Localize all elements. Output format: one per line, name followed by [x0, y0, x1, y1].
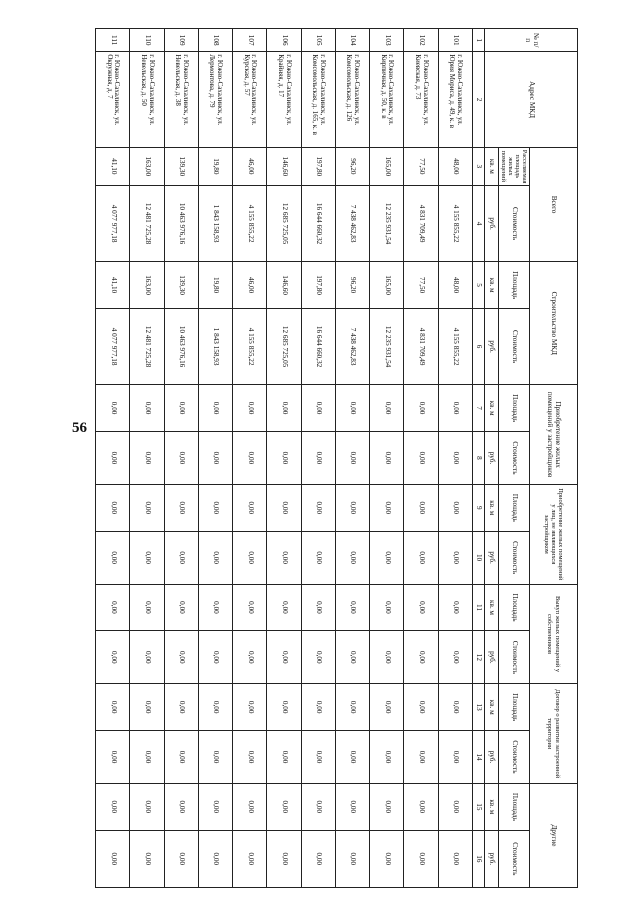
value-cell: 0,00 — [198, 730, 232, 783]
column-number: 6 — [472, 308, 484, 384]
unit-sqm: кв. м — [484, 684, 498, 731]
value-cell: 96,20 — [335, 147, 369, 185]
value-cell: 0,00 — [198, 784, 232, 831]
value-cell: 0,00 — [370, 385, 404, 432]
value-cell: 0,00 — [267, 631, 301, 684]
value-cell: 0,00 — [267, 784, 301, 831]
row-number-cell: 101 — [438, 29, 472, 52]
value-cell: 16 644 660,32 — [301, 308, 335, 384]
value-cell: 0,00 — [404, 730, 438, 783]
value-cell: 0,00 — [130, 531, 164, 584]
header-total: Всего — [530, 147, 578, 262]
value-cell: 0,00 — [130, 431, 164, 484]
value-cell: 0,00 — [370, 784, 404, 831]
value-cell: 41,10 — [96, 147, 130, 185]
header-acquisition-other: Приобретение жилых помещений у лиц, не являющихся застройщиком — [530, 484, 578, 584]
address-cell: г. Южно-Сахалинск, ул. Кирпичная, д. 50, к. в — [370, 52, 404, 147]
value-cell: 0,00 — [96, 385, 130, 432]
header-area: Площадь — [498, 262, 529, 309]
row-number-cell: 102 — [404, 29, 438, 52]
value-cell: 46,00 — [233, 262, 267, 309]
header-cost: Стоимость — [498, 431, 529, 484]
value-cell: 16 644 660,32 — [301, 185, 335, 261]
value-cell: 1 843 158,93 — [198, 185, 232, 261]
value-cell: 0,00 — [233, 531, 267, 584]
address-cell: г. Южно-Сахалинск, ул. Крайняя, д. 17 — [267, 52, 301, 147]
address-cell: г. Южно-Сахалинск, ул. Комсомольская, д. 165, к. в — [301, 52, 335, 147]
table-row — [233, 29, 267, 888]
table-sheet — [95, 28, 578, 888]
row-number-cell: 106 — [267, 29, 301, 52]
value-cell: 0,00 — [335, 484, 369, 531]
value-cell: 0,00 — [301, 385, 335, 432]
value-cell: 0,00 — [404, 531, 438, 584]
unit-sqm: кв. м — [484, 484, 498, 531]
value-cell: 0,00 — [164, 830, 198, 887]
value-cell: 0,00 — [335, 584, 369, 631]
value-cell: 4 831 709,49 — [404, 308, 438, 384]
value-cell: 7 438 462,83 — [335, 308, 369, 384]
header-cost: Стоимость — [498, 185, 529, 261]
value-cell: 0,00 — [438, 484, 472, 531]
value-cell: 4 077 977,18 — [96, 185, 130, 261]
value-cell: 165,00 — [370, 262, 404, 309]
value-cell: 146,60 — [267, 262, 301, 309]
table-row — [164, 29, 198, 888]
value-cell: 0,00 — [335, 631, 369, 684]
value-cell: 0,00 — [130, 584, 164, 631]
row-number-cell: 111 — [96, 29, 130, 52]
header-area: Площадь — [498, 484, 529, 531]
value-cell: 0,00 — [96, 431, 130, 484]
value-cell: 12 235 931,54 — [370, 185, 404, 261]
value-cell: 0,00 — [130, 730, 164, 783]
value-cell: 0,00 — [267, 584, 301, 631]
value-cell: 0,00 — [130, 385, 164, 432]
value-cell: 0,00 — [438, 431, 472, 484]
column-number: 5 — [472, 262, 484, 309]
column-number-row — [472, 29, 484, 888]
value-cell: 0,00 — [96, 631, 130, 684]
value-cell: 0,00 — [370, 684, 404, 731]
header-cost: Стоимость — [498, 308, 529, 384]
column-number: 9 — [472, 484, 484, 531]
value-cell: 0,00 — [267, 830, 301, 887]
column-number: 4 — [472, 185, 484, 261]
value-cell: 0,00 — [404, 385, 438, 432]
value-cell: 0,00 — [267, 484, 301, 531]
table-row — [198, 29, 232, 888]
value-cell: 46,00 — [233, 147, 267, 185]
column-number: 10 — [472, 531, 484, 584]
header-area-resettled: Расселяемая площадь жилых помещений — [498, 147, 529, 185]
table-row — [267, 29, 301, 888]
value-cell: 0,00 — [198, 684, 232, 731]
value-cell: 0,00 — [233, 484, 267, 531]
value-cell: 0,00 — [96, 830, 130, 887]
value-cell: 0,00 — [335, 385, 369, 432]
value-cell: 4 831 709,49 — [404, 185, 438, 261]
header-area: Площадь — [498, 784, 529, 831]
address-cell: г. Южно-Сахалинск, ул. Невельская, д. 50 — [130, 52, 164, 147]
value-cell: 0,00 — [370, 531, 404, 584]
value-cell: 0,00 — [438, 631, 472, 684]
value-cell: 0,00 — [233, 784, 267, 831]
value-cell: 19,80 — [198, 262, 232, 309]
value-cell: 0,00 — [130, 784, 164, 831]
value-cell: 0,00 — [301, 431, 335, 484]
value-cell: 0,00 — [335, 684, 369, 731]
rotated-table-wrapper — [95, 28, 578, 876]
address-cell: г. Южно-Сахалинск, ул. Невельская, д. 38 — [164, 52, 198, 147]
unit-sqm: кв. м — [484, 147, 498, 185]
value-cell: 4 155 855,22 — [438, 185, 472, 261]
value-cell: 0,00 — [233, 431, 267, 484]
value-cell: 12 235 931,54 — [370, 308, 404, 384]
value-cell: 0,00 — [404, 784, 438, 831]
value-cell: 146,60 — [267, 147, 301, 185]
row-number-cell: 104 — [335, 29, 369, 52]
table-row — [130, 29, 164, 888]
value-cell: 10 463 976,16 — [164, 185, 198, 261]
table-row — [301, 29, 335, 888]
row-number-cell: 107 — [233, 29, 267, 52]
value-cell: 0,00 — [267, 684, 301, 731]
value-cell: 0,00 — [164, 584, 198, 631]
value-cell: 0,00 — [164, 531, 198, 584]
column-number: 11 — [472, 584, 484, 631]
value-cell: 0,00 — [233, 730, 267, 783]
column-number: 16 — [472, 830, 484, 887]
value-cell: 96,20 — [335, 262, 369, 309]
value-cell: 0,00 — [404, 631, 438, 684]
value-cell: 139,30 — [164, 147, 198, 185]
value-cell: 139,30 — [164, 262, 198, 309]
value-cell: 10 463 976,16 — [164, 308, 198, 384]
value-cell: 0,00 — [404, 584, 438, 631]
header-area: Площадь — [498, 684, 529, 731]
row-number-cell: 110 — [130, 29, 164, 52]
value-cell: 0,00 — [164, 385, 198, 432]
value-cell: 0,00 — [96, 484, 130, 531]
value-cell: 0,00 — [233, 584, 267, 631]
value-cell: 0,00 — [233, 684, 267, 731]
value-cell: 48,00 — [438, 147, 472, 185]
page-number: 56 — [72, 420, 87, 436]
value-cell: 0,00 — [301, 730, 335, 783]
value-cell: 0,00 — [301, 684, 335, 731]
value-cell: 0,00 — [404, 684, 438, 731]
value-cell: 0,00 — [164, 631, 198, 684]
value-cell: 0,00 — [130, 684, 164, 731]
value-cell: 163,00 — [130, 262, 164, 309]
value-cell: 0,00 — [301, 584, 335, 631]
value-cell: 4 077 977,18 — [96, 308, 130, 384]
column-number: 15 — [472, 784, 484, 831]
address-cell: г. Южно-Сахалинск, ул. Окружная, д. 7 — [96, 52, 130, 147]
value-cell: 0,00 — [198, 484, 232, 531]
header-acquisition-developer: Приобретение жилых помещений у застройщиков — [530, 385, 578, 485]
row-number-cell: 108 — [198, 29, 232, 52]
value-cell: 0,00 — [96, 684, 130, 731]
value-cell: 0,00 — [335, 830, 369, 887]
column-number: 3 — [472, 147, 484, 185]
unit-rub: руб. — [484, 830, 498, 887]
value-cell: 0,00 — [404, 431, 438, 484]
value-cell: 165,00 — [370, 147, 404, 185]
value-cell: 0,00 — [301, 484, 335, 531]
value-cell: 0,00 — [130, 631, 164, 684]
table-row — [370, 29, 404, 888]
value-cell: 0,00 — [370, 431, 404, 484]
table-row — [335, 29, 369, 888]
value-cell: 0,00 — [267, 385, 301, 432]
value-cell: 163,00 — [130, 147, 164, 185]
column-number: 13 — [472, 684, 484, 731]
value-cell: 7 438 462,83 — [335, 185, 369, 261]
value-cell: 0,00 — [198, 431, 232, 484]
value-cell: 0,00 — [301, 531, 335, 584]
table-row — [438, 29, 472, 888]
value-cell: 4 155 855,22 — [233, 308, 267, 384]
value-cell: 4 155 855,22 — [233, 185, 267, 261]
column-number: 8 — [472, 431, 484, 484]
value-cell: 12 685 725,05 — [267, 185, 301, 261]
unit-rub: руб. — [484, 431, 498, 484]
value-cell: 197,80 — [301, 147, 335, 185]
value-cell: 41,10 — [96, 262, 130, 309]
unit-rub: руб. — [484, 308, 498, 384]
value-cell: 0,00 — [301, 784, 335, 831]
address-cell: г. Южно-Сахалинск, ул. Курская, д. 57 — [233, 52, 267, 147]
unit-sqm: кв. м — [484, 584, 498, 631]
header-no: № п/п — [484, 29, 577, 52]
table-row — [404, 29, 438, 888]
unit-rub: руб. — [484, 730, 498, 783]
value-cell: 0,00 — [233, 830, 267, 887]
value-cell: 12 481 725,28 — [130, 185, 164, 261]
value-cell: 0,00 — [198, 584, 232, 631]
value-cell: 0,00 — [164, 784, 198, 831]
value-cell: 0,00 — [301, 830, 335, 887]
address-cell: г. Южно-Сахалинск, ул. Киевская, д. 73 — [404, 52, 438, 147]
header-construction: Строительство МКД — [530, 262, 578, 385]
value-cell: 0,00 — [438, 385, 472, 432]
header-cost: Стоимость — [498, 830, 529, 887]
address-cell: г. Южно-Сахалинск, ул. Лермонтова, д. 79 — [198, 52, 232, 147]
value-cell: 0,00 — [130, 484, 164, 531]
value-cell: 12 685 725,05 — [267, 308, 301, 384]
value-cell: 0,00 — [438, 784, 472, 831]
value-cell: 0,00 — [301, 631, 335, 684]
header-area: Площадь — [498, 385, 529, 432]
value-cell: 12 481 725,28 — [130, 308, 164, 384]
value-cell: 0,00 — [96, 584, 130, 631]
value-cell: 0,00 — [164, 431, 198, 484]
value-cell: 1 843 158,93 — [198, 308, 232, 384]
value-cell: 0,00 — [164, 484, 198, 531]
value-cell: 77,50 — [404, 262, 438, 309]
resettlement-table — [95, 28, 578, 888]
row-number-cell: 105 — [301, 29, 335, 52]
value-cell: 4 155 855,22 — [438, 308, 472, 384]
unit-sqm: кв. м — [484, 784, 498, 831]
header-cost: Стоимость — [498, 631, 529, 684]
value-cell: 48,00 — [438, 262, 472, 309]
row-number-cell: 109 — [164, 29, 198, 52]
value-cell: 0,00 — [233, 385, 267, 432]
header-buyout: Выкуп жилых помещений у собственников — [530, 584, 578, 684]
value-cell: 0,00 — [370, 730, 404, 783]
address-cell: г. Южно-Сахалинск, ул. Юрия Мориса, д. 49, к. в — [438, 52, 472, 147]
value-cell: 0,00 — [130, 830, 164, 887]
table-row — [96, 29, 130, 888]
value-cell: 0,00 — [164, 684, 198, 731]
value-cell: 0,00 — [438, 531, 472, 584]
unit-rub: руб. — [484, 185, 498, 261]
header-other: Другие — [530, 784, 578, 888]
value-cell: 0,00 — [370, 584, 404, 631]
value-cell: 0,00 — [198, 531, 232, 584]
value-cell: 0,00 — [198, 385, 232, 432]
column-number: 12 — [472, 631, 484, 684]
value-cell: 0,00 — [370, 830, 404, 887]
column-number: 14 — [472, 730, 484, 783]
header-cost: Стоимость — [498, 730, 529, 783]
column-number: 1 — [472, 29, 484, 52]
value-cell: 0,00 — [438, 830, 472, 887]
table-body — [96, 29, 485, 888]
value-cell: 0,00 — [267, 431, 301, 484]
value-cell: 19,80 — [198, 147, 232, 185]
unit-sqm: кв. м — [484, 262, 498, 309]
column-number: 2 — [472, 52, 484, 147]
value-cell: 0,00 — [370, 631, 404, 684]
value-cell: 0,00 — [96, 531, 130, 584]
value-cell: 0,00 — [198, 830, 232, 887]
value-cell: 0,00 — [335, 730, 369, 783]
row-number-cell: 103 — [370, 29, 404, 52]
header-area: Площадь — [498, 584, 529, 631]
value-cell: 0,00 — [267, 730, 301, 783]
value-cell: 0,00 — [267, 531, 301, 584]
value-cell: 0,00 — [335, 531, 369, 584]
value-cell: 0,00 — [335, 431, 369, 484]
value-cell: 0,00 — [404, 830, 438, 887]
value-cell: 0,00 — [404, 484, 438, 531]
value-cell: 0,00 — [164, 730, 198, 783]
value-cell: 0,00 — [233, 631, 267, 684]
header-cost: Стоимость — [498, 531, 529, 584]
value-cell: 0,00 — [370, 484, 404, 531]
value-cell: 0,00 — [96, 784, 130, 831]
value-cell: 0,00 — [96, 730, 130, 783]
header-development: Договор о развитии застроенной территории — [530, 684, 578, 784]
address-cell: г. Южно-Сахалинск, ул. Комсомольская, д. 126 — [335, 52, 369, 147]
value-cell: 0,00 — [198, 631, 232, 684]
header-address: Адрес МКД — [484, 52, 577, 147]
value-cell: 197,80 — [301, 262, 335, 309]
value-cell: 0,00 — [438, 730, 472, 783]
unit-rub: руб. — [484, 531, 498, 584]
unit-sqm: кв. м — [484, 385, 498, 432]
value-cell: 0,00 — [438, 584, 472, 631]
unit-rub: руб. — [484, 631, 498, 684]
value-cell: 0,00 — [438, 684, 472, 731]
value-cell: 77,50 — [404, 147, 438, 185]
column-number: 7 — [472, 385, 484, 432]
value-cell: 0,00 — [335, 784, 369, 831]
